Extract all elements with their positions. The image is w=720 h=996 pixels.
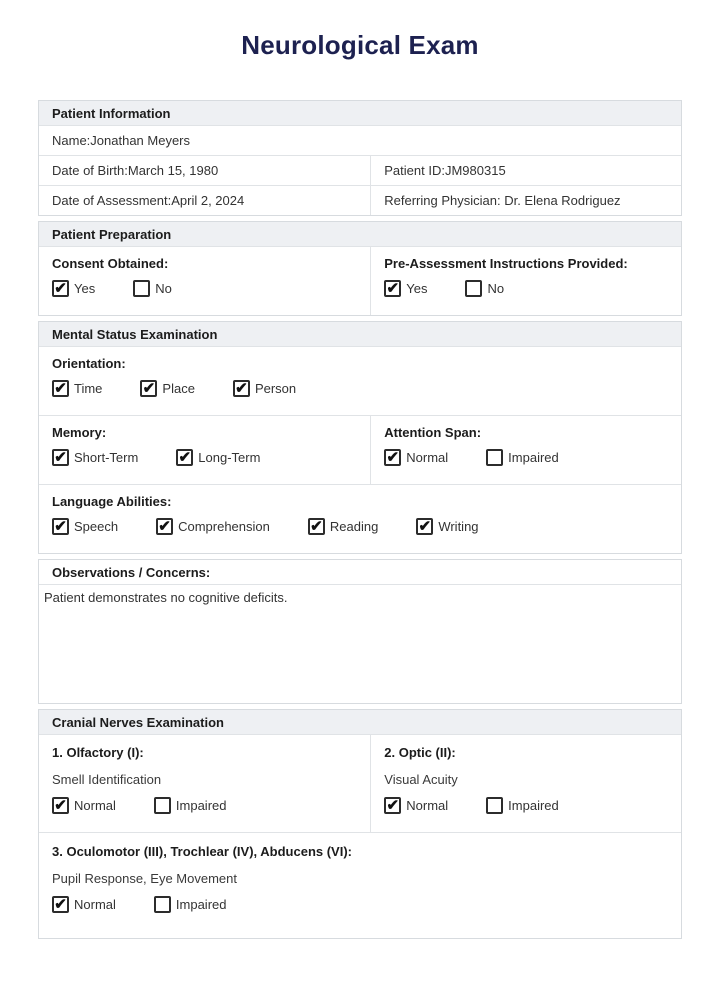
checkbox-option-time[interactable] [52,380,102,397]
section-mental-status [38,321,682,554]
checkbox-label: Impaired [508,450,559,465]
language-abilities-field [39,485,681,553]
checkbox-option-reading[interactable] [308,518,378,535]
consent-obtained-options [52,280,357,297]
optic-sublabel: Visual Acuity [384,772,458,787]
optic-field [370,735,681,832]
name-field: Name:Jonathan Meyers [52,133,191,148]
checkbox-label: No [155,281,172,296]
checkbox-label: Long-Term [198,450,261,465]
oculomotor-label: 3. Oculomotor (III), Trochlear (IV), Abducens (VI): [52,844,352,859]
checkbox-label: Impaired [508,798,559,813]
row-memory-attention [39,415,681,484]
orientation-options [52,380,668,397]
optic-options [384,797,668,814]
checkbox-label: Short-Term [74,450,139,465]
checkbox-option-no[interactable] [465,280,504,297]
checkbox-label: Person [254,381,297,396]
page-title: Neurological Exam [241,30,479,60]
checked-checkbox-icon[interactable]: ✔ [52,380,69,397]
section-observations [38,559,682,704]
checkbox-label: Time [74,381,103,396]
checkbox-label: Impaired [175,897,227,912]
checked-checkbox-icon[interactable]: ✔ [384,797,401,814]
checkbox-label: Comprehension [178,519,270,534]
olfactory-label: 1. Olfactory (I): [52,745,144,760]
checked-checkbox-icon[interactable]: ✔ [308,518,325,535]
checkbox-option-normal[interactable] [384,797,448,814]
checked-checkbox-icon[interactable]: ✔ [52,449,69,466]
section-patient-preparation [38,221,682,316]
checkbox-label: Place [162,381,195,396]
checked-checkbox-icon[interactable]: ✔ [384,280,401,297]
checkbox-option-impaired[interactable] [486,797,559,814]
olfactory-field [39,735,370,832]
observations-text-area[interactable]: Patient demonstrates no cognitive deficits. [44,590,288,605]
checked-checkbox-icon[interactable]: ✔ [52,518,69,535]
oculomotor-field [39,833,681,938]
section-patient-information [38,100,682,216]
checkbox-option-normal[interactable] [52,797,116,814]
orientation-field [39,347,681,415]
checkbox-label: Impaired [175,798,227,813]
checkbox-option-person[interactable] [233,380,296,397]
mental-status-header: Mental Status Examination [39,322,681,346]
checkbox-label: Speech [74,519,119,534]
checkbox-label: Normal [406,450,449,465]
checkbox-option-short-term[interactable] [52,449,138,466]
oculomotor-sublabel: Pupil Response, Eye Movement [52,871,237,886]
checkbox-option-yes[interactable] [52,280,95,297]
consent-obtained-label: Consent Obtained: [52,256,169,271]
memory-label: Memory: [52,425,107,440]
checkbox-option-no[interactable] [133,280,172,297]
checkbox-option-speech[interactable] [52,518,118,535]
checkbox-label: Normal [74,798,116,813]
checkbox-label: Writing [438,519,479,534]
checked-checkbox-icon[interactable]: ✔ [156,518,173,535]
checked-checkbox-icon[interactable]: ✔ [140,380,157,397]
checkbox-option-yes[interactable] [384,280,427,297]
patient-preparation-header: Patient Preparation [39,222,681,246]
checkbox-option-impaired[interactable] [486,449,559,466]
attention-span-options [384,449,668,466]
checkbox-label: Normal [406,798,449,813]
row-dob-patient-id [39,155,681,185]
olfactory-options [52,797,357,814]
neurological-exam-form [38,100,682,939]
checkbox-option-place[interactable] [140,380,195,397]
checkbox-option-impaired[interactable] [154,896,227,913]
checked-checkbox-icon[interactable]: ✔ [416,518,433,535]
memory-options [52,449,357,466]
observations-header: Observations / Concerns: [39,560,681,585]
row-consent-instructions [39,246,681,315]
checkbox-option-long-term[interactable] [176,449,260,466]
row-name [39,125,681,155]
orientation-label: Orientation: [52,356,126,371]
row-assessment-physician [39,185,681,215]
row-olfactory-optic [39,734,681,832]
checkbox-option-writing[interactable] [416,518,478,535]
oculomotor-options [52,896,668,913]
checkbox-option-impaired[interactable] [154,797,227,814]
language-abilities-label: Language Abilities: [52,494,172,509]
checkbox-option-normal[interactable] [384,449,448,466]
checked-checkbox-icon[interactable]: ✔ [52,280,69,297]
row-language-abilities [39,484,681,553]
optic-label: 2. Optic (II): [384,745,456,760]
unchecked-checkbox-icon[interactable] [154,896,171,913]
pre-assessment-instructions-label: Pre-Assessment Instructions Provided: [384,256,628,271]
checkbox-label: No [487,281,505,296]
unchecked-checkbox-icon[interactable] [133,280,150,297]
unchecked-checkbox-icon[interactable] [486,449,503,466]
checkbox-label: Yes [74,281,96,296]
checked-checkbox-icon[interactable]: ✔ [233,380,250,397]
patient-id-field: Patient ID:JM980315 [370,156,681,185]
checked-checkbox-icon[interactable]: ✔ [52,896,69,913]
cranial-nerves-header: Cranial Nerves Examination [39,710,681,734]
checkbox-option-normal[interactable] [52,896,116,913]
checkbox-label: Reading [329,519,379,534]
date-of-assessment-field: Date of Assessment:April 2, 2024 [52,193,245,208]
checkbox-label: Yes [406,281,428,296]
language-abilities-options [52,518,668,535]
pre-assessment-instructions-field [370,247,681,315]
row-orientation [39,346,681,415]
patient-information-header: Patient Information [39,101,681,125]
unchecked-checkbox-icon[interactable] [154,797,171,814]
section-cranial-nerves [38,709,682,939]
checked-checkbox-icon[interactable]: ✔ [52,797,69,814]
referring-physician-field: Referring Physician: Dr. Elena Rodriguez [370,186,681,215]
olfactory-sublabel: Smell Identification [52,772,162,787]
unchecked-checkbox-icon[interactable] [486,797,503,814]
pre-assessment-instructions-options [384,280,668,297]
row-oculomotor [39,832,681,938]
memory-field [39,416,370,484]
checkbox-label: Normal [74,897,116,912]
attention-span-field [370,416,681,484]
checkbox-option-comprehension[interactable] [156,518,270,535]
unchecked-checkbox-icon[interactable] [465,280,482,297]
date-of-birth-field: Date of Birth:March 15, 1980 [52,163,219,178]
checked-checkbox-icon[interactable]: ✔ [176,449,193,466]
consent-obtained-field [39,247,370,315]
attention-span-label: Attention Span: [384,425,482,440]
checked-checkbox-icon[interactable]: ✔ [384,449,401,466]
